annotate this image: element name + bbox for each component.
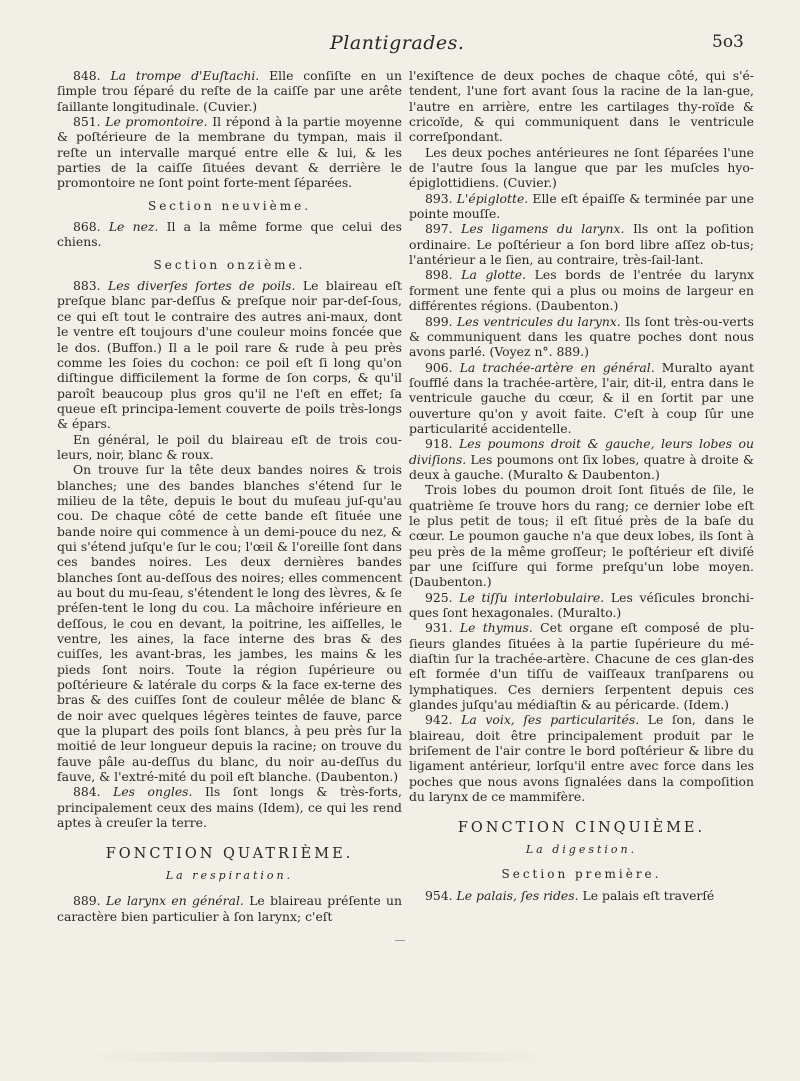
running-header <box>0 20 800 60</box>
entry-title: La glotte. <box>461 267 527 283</box>
paragraph <box>409 590 754 621</box>
function-heading: FONCTION CINQUIÈME. <box>457 819 706 836</box>
entry-number: 851. <box>73 114 106 130</box>
entry-text: Le blaireau eſt preſque blanc par-deſſus & preſque noir par-deſ-ſous, ce qui eſt tout le contraire des autres ani-maux, dont le ventre eſt toujours d'une couleur moins foncée que le dos. (Buffon.) Il a le poil rare & rude à peu près comme les ſoies du cochon: ce poil eſt ſi long qu'on diſtingue difficilement la forme de ſon corps, & qu'il paroît beaucoup plus gros qu'il ne l'eſt en effet; ſa queue eſt principa-lement couverte de poils très-longs & épars. <box>57 278 402 432</box>
center-divider-mark <box>395 940 405 941</box>
entry-text: Le palais eſt traverſé <box>582 887 715 903</box>
section-heading: Section première. <box>501 867 662 882</box>
running-title: Plantigrades. <box>330 32 465 54</box>
entry-number: 848. <box>73 68 111 83</box>
entry-title: Les diverſes ſortes de poils. <box>108 278 296 294</box>
entry-number: 884. <box>73 784 114 800</box>
entry-number: 954. <box>425 887 457 903</box>
paragraph <box>57 114 402 191</box>
paragraph <box>57 462 402 784</box>
continued-paragraph <box>409 68 754 145</box>
paragraph <box>409 436 754 482</box>
entry-number: 931. <box>425 620 460 636</box>
page-number: 5o3 <box>712 32 744 52</box>
entry-text: l'exiſtence de deux poches de chaque côté, qui s'é-tendent, l'une fort avant ſous la racine de la lan-gue, l'autre en arrière, entre les cartilages thy-roïde & cricoïde, & qui communiquent dans le ventricule correſpondant. <box>409 68 754 145</box>
paragraph <box>409 620 754 712</box>
paragraph <box>409 267 754 313</box>
paragraph <box>409 712 754 804</box>
entry-text: On trouve ſur la tête deux bandes noires & trois blanches; une des bandes blanches s'étend ſur le milieu de la tête, depuis le bout du muſeau juſ-qu'au cou. De chaque côté de cette bande eſt ſituée une bande noire qui commence à un demi-pouce du nez, & qui s'étend juſqu'e ſur le cou; l'œil & l'oreille ſont dans ces bandes noires. Les deux dernières bandes blanches ſont au-deſſous des noires; elles commencent au bout du mu-ſeau, s'étendent le long des lèvres, & ſe préſen-tent le long du cou. La mâchoire inférieure en deſſous, le cou en devant, la poitrine, les aiſſelles, le ventre, les aines, la face interne des bras & des cuiſſes, les avant-bras, les jambes, les mains & les pieds ſont noirs. Toute la région ſupérieure ou poſtérieure & latérale du corps & la face ex-terne des bras & des cuiſſes ſont de couleur mêlée de blanc & de noir avec quelques légères teintes de fauve, parce que la plupart des poils ſont blancs, à peu près ſur la moitié de leur longueur depuis la racine; on trouve du fauve pâle au-deſſus du blanc, du noir au-deſſus du fauve, & l'extré-mité du poil eſt blanche. (Daubenton.) <box>57 462 402 785</box>
entry-text: Ils ont la poſition ordinaire. Le poſtérieur a ſon bord libre aſſez ob-tus; l'antérieur a le ſien, au contraire, très-ſail-lant. <box>409 221 754 268</box>
entry-text: Les véſicules bronchi-ques ſont hexagonales. (Muralto.) <box>409 589 754 621</box>
entry-number: 925. <box>425 589 460 605</box>
right-column <box>409 68 754 903</box>
entry-title: La trachée-artère en général. <box>459 359 655 375</box>
entry-number: 898. <box>425 267 462 283</box>
entry-text: Ils ſont très-ou-verts & communiquent dans les quatre poches dont nous avons parlé. (Voyez n°. 889.) <box>409 313 754 360</box>
entry-text: Elle eſt épaiſſe & terminée par une pointe mouſſe. <box>409 190 754 222</box>
function-subheading: La digestion. <box>525 842 638 856</box>
function-heading: FONCTION QUATRIÈME. <box>105 845 354 862</box>
entry-text: Elle conſiſte en un ſimple trou ſéparé du reſte de la caiſſe par une arête ſaillante longitudinale. (Cuvier.) <box>57 68 403 114</box>
entry-number: 868. <box>73 219 109 235</box>
section-heading: Section neuvième. <box>147 198 312 213</box>
entry-number: 899. <box>425 313 457 329</box>
entry-text: Le blaireau préſente un caractère bien particulier à ſon larynx; c'eſt <box>57 893 402 924</box>
entry-title: La trompe d'Euſtachi. <box>110 68 260 83</box>
paragraph <box>409 314 754 360</box>
entry-title: La voix, ſes particularités. <box>461 712 640 728</box>
paragraph <box>409 360 754 437</box>
entry-text: Les poumons ont ſix lobes, quatre à droite & deux à gauche. (Muralto & Daubenton.) <box>409 451 754 482</box>
entry-text: Les bords de l'entrée du larynx forment une fente qui a plus ou moins de largeur en différentes régions. (Daubenton.) <box>409 267 754 314</box>
entry-text: Cet organe eſt composé de plu-ſieurs glandes ſituées à la partie ſupérieure du mé-diaſtin ſur la trachée-artère. Chacune de ces glan-des eſt formée d'un tiſſu de vaiſſeaux tranſparens ou lymphatiques. Ces derniers ſerpentent depuis ces glandes juſqu'au médiaſtin & au péricarde. (Idem.) <box>409 620 754 713</box>
left-column <box>57 68 402 924</box>
entry-text: Ils ſont longs & très-forts, principalement ceux des mains (Idem), ce qui les rend aptes à creuſer la terre. <box>57 784 402 831</box>
paragraph <box>409 888 754 903</box>
section-heading: Section onzième. <box>153 257 306 272</box>
entry-text: En général, le poil du blaireau eſt de trois cou-leurs, noir, blanc & roux. <box>57 431 402 462</box>
entry-title: Les poumons droit & gauche, leurs lobes ou diviſions. <box>409 436 754 467</box>
paragraph <box>57 784 402 830</box>
entry-title: L'épiglotte. <box>456 190 529 206</box>
entry-text: Le ſon, dans le blaireau, doit être principalement produit par le briſement de l'air contre le bord poſtérieur & libre du ligament antérieur, lorſqu'il entre avec force dans les poches que nous avons ſignalées dans la compoſition du larynx de ce mammifère. <box>409 712 754 805</box>
entry-number: 883. <box>73 278 108 294</box>
entry-number: 918. <box>425 436 460 452</box>
entry-text: Il a la même forme que celui des chiens. <box>57 219 402 250</box>
bottom-smudge <box>0 1052 800 1062</box>
paragraph <box>57 278 402 431</box>
entry-text: Il répond à la partie moyenne & poſtérieure de la membrane du tympan, mais il reſte un intervalle marqué entre elle & lui, & les parties de la caiſſe ſituées devant & derrière le promontoire ne ſont point forte-ment ſéparées. <box>57 114 402 191</box>
function-subheading: La respiration. <box>165 868 294 882</box>
entry-title: Le thymus. <box>459 620 533 636</box>
entry-title: Le tiſſu interlobulaire. <box>459 589 605 605</box>
entry-title: Les ventricules du larynx. <box>456 313 621 329</box>
entry-number: 906. <box>425 359 460 375</box>
entry-title: Les ongles. <box>113 784 193 800</box>
paragraph <box>409 221 754 267</box>
paragraph <box>57 893 402 924</box>
paragraph <box>57 219 402 250</box>
entry-title: Le palais, ſes rides. <box>456 887 579 903</box>
paragraph <box>57 432 402 463</box>
entry-number: 897. <box>425 221 462 237</box>
entry-number: 942. <box>425 712 462 728</box>
entry-text: Trois lobes du poumon droit ſont ſitués de ſile, le quatrième ſe trouve hors du rang; ce dernier lobe eſt le plus petit de tous; il eſt ſitué près de la baſe du cœur. Le poumon gauche n'a que deux lobes, ils ſont à peu près de la même groſſeur; le poſtérieur eſt diviſé par une ſciſſure qui forme preſqu'un lobe moyen. (Daubenton.) <box>409 482 754 590</box>
entry-title: Le nez. <box>108 219 159 235</box>
entry-number: 893. <box>425 190 457 206</box>
paragraph <box>409 482 754 589</box>
paragraph <box>409 145 754 191</box>
entry-number: 889. <box>73 893 106 909</box>
entry-text: Muralto ayant ſoufflé dans la trachée-artère, l'air, dit-il, entra dans le ventricule gauche du cœur, & il en ſortit par une ouverture qu'on y avoit faite. C'eſt à coup ſûr une particularité accidentelle. <box>409 359 754 436</box>
paragraph <box>57 68 402 114</box>
entry-title: Les ligamens du larynx. <box>461 221 625 237</box>
entry-title: Le larynx en général. <box>105 893 244 909</box>
paragraph <box>409 191 754 222</box>
entry-text: Les deux poches antérieures ne ſont ſéparées l'une de l'autre ſous la langue que par les muſcles hyo-épiglottidiens. (Cuvier.) <box>409 144 754 191</box>
entry-title: Le promontoire. <box>105 114 208 130</box>
